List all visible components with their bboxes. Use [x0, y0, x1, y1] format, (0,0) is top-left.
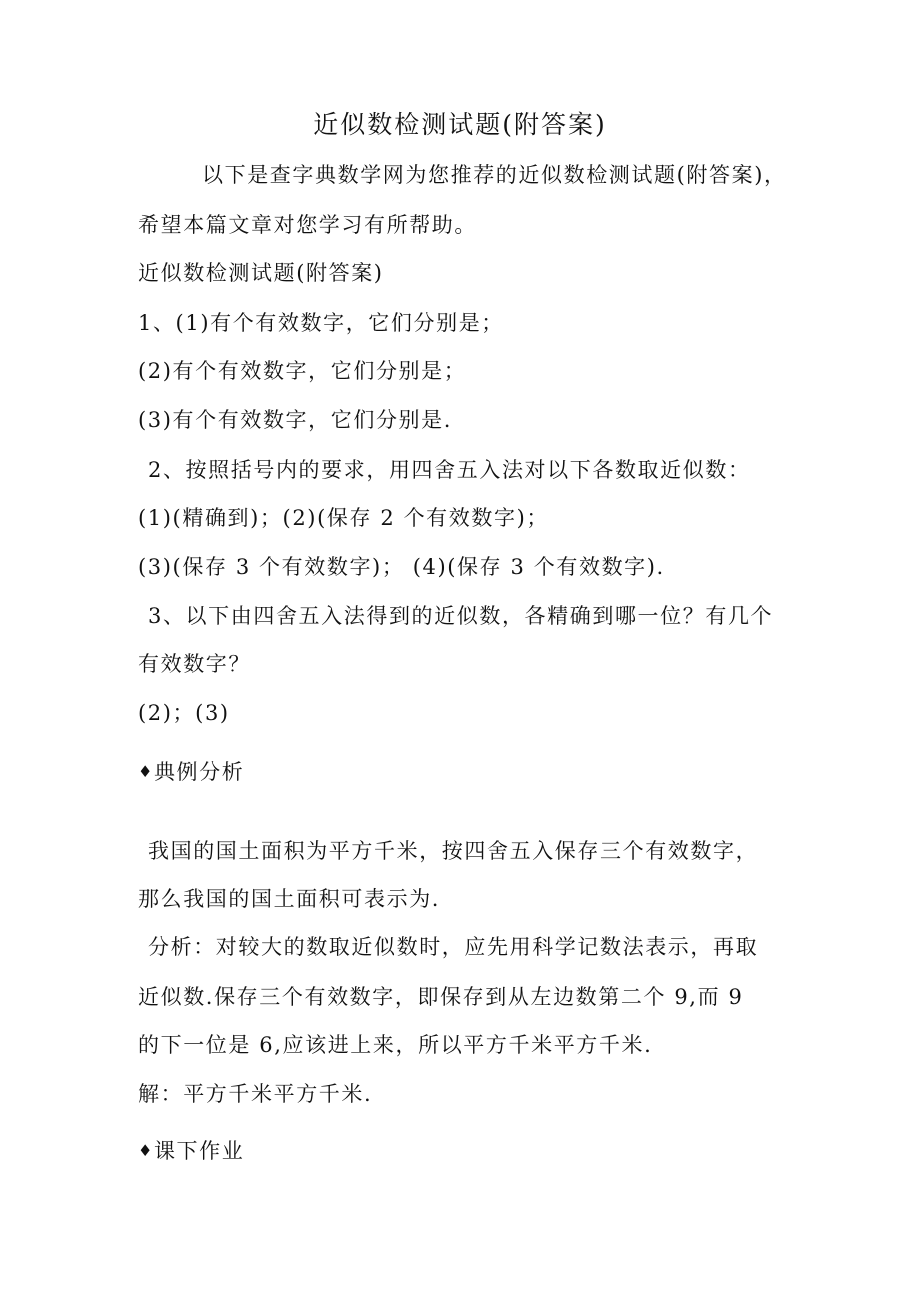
analysis-line-1: 分析：对较大的数取近似数时，应先用科学记数法表示，再取: [148, 935, 759, 959]
question-1-part-3: (3)有个有效数字，它们分别是.: [138, 408, 453, 432]
section-example-label: 典例分析: [153, 760, 245, 784]
example-line-2: 那么我国的国土面积可表示为.: [138, 887, 441, 911]
question-2-items-2: (3)(保存 3 个有效数字)； (4)(保存 3 个有效数字).: [138, 555, 665, 579]
subtitle: 近似数检测试题(附答案): [138, 261, 384, 285]
question-1-part-1: 1、(1)有个有效数字，它们分别是；: [138, 311, 504, 335]
question-2: 2、按照括号内的要求，用四舍五入法对以下各数取近似数：: [148, 458, 751, 482]
diamond-bullet-icon: ♦: [138, 1141, 154, 1160]
intro-line-2: 希望本篇文章对您学习有所帮助。: [138, 213, 477, 237]
question-2-items-1: (1)(精确到)；(2)(保存 2 个有效数字)；: [138, 506, 549, 530]
question-3-line-1: 3、以下由四舍五入法得到的近似数，各精确到哪一位？有几个: [148, 604, 774, 628]
example-line-1: 我国的国土面积为平方千米，按四舍五入保存三个有效数字，: [148, 839, 759, 863]
analysis-line-2: 近似数.保存三个有效数字，即保存到从左边数第二个 9,而 9: [138, 985, 744, 1009]
diamond-bullet-icon: ♦: [138, 762, 154, 781]
question-3-line-2: 有效数字？: [138, 652, 251, 676]
section-example-heading: [138, 757, 244, 787]
solution-line: 解：平方千米平方千米.: [138, 1082, 373, 1106]
question-3-items: (2)；(3): [138, 701, 230, 725]
analysis-line-3: 的下一位是 6,应该进上来，所以平方千米平方千米.: [138, 1033, 653, 1057]
intro-line-1: 以下是查字典数学网为您推荐的近似数检测试题(附答案)，: [202, 163, 787, 187]
section-homework-heading: [138, 1136, 244, 1166]
document-title: 近似数检测试题(附答案): [313, 110, 607, 139]
section-homework-label: 课下作业: [153, 1139, 245, 1163]
question-1-part-2: (2)有个有效数字，它们分别是；: [138, 359, 467, 383]
